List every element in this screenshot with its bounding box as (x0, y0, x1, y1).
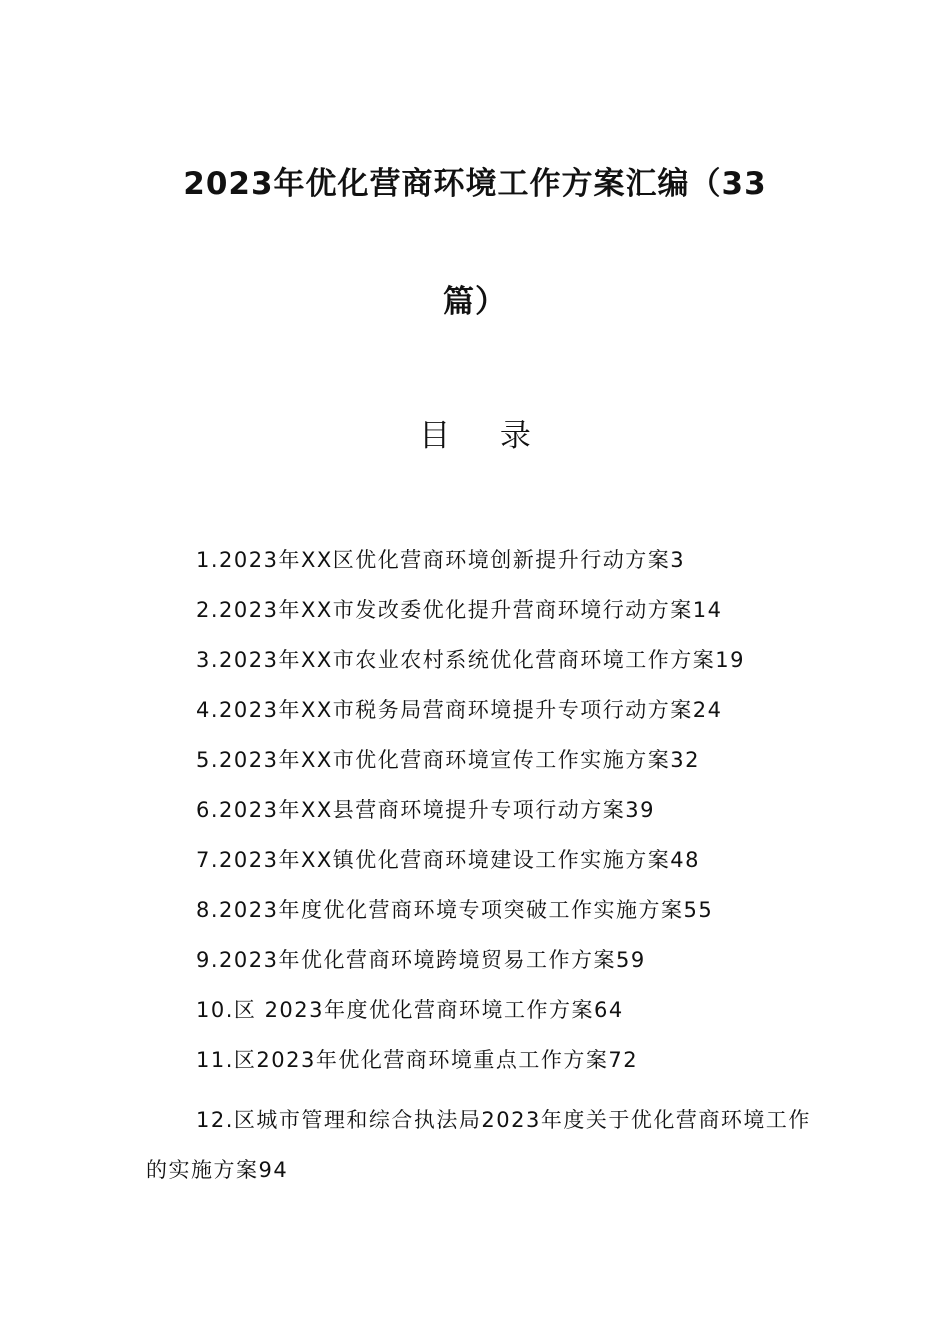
toc-item-12[interactable]: 12.区城市管理和综合执法局2023年度关于优化营商环境工作的实施方案94 (146, 1108, 811, 1182)
toc-item-6[interactable]: 6.2023年XX县营商环境提升专项行动方案39 (196, 798, 655, 822)
toc-item-10[interactable]: 10.区 2023年度优化营商环境工作方案64 (196, 998, 624, 1022)
toc-item-8[interactable]: 8.2023年度优化营商环境专项突破工作实施方案55 (196, 898, 714, 922)
toc-item-3[interactable]: 3.2023年XX市农业农村系统优化营商环境工作方案19 (196, 648, 745, 672)
toc-item-9[interactable]: 9.2023年优化营商环境跨境贸易工作方案59 (196, 948, 646, 972)
toc-item-2[interactable]: 2.2023年XX市发改委优化提升营商环境行动方案14 (196, 598, 723, 622)
toc-item-4[interactable]: 4.2023年XX市税务局营商环境提升专项行动方案24 (196, 698, 723, 722)
document-title-line-1: 2023年优化营商环境工作方案汇编（33 (183, 166, 767, 202)
toc-heading: 目 录 (419, 418, 551, 454)
toc-item-7[interactable]: 7.2023年XX镇优化营商环境建设工作实施方案48 (196, 848, 700, 872)
toc-item-1[interactable]: 1.2023年XX区优化营商环境创新提升行动方案3 (196, 548, 686, 572)
table-of-contents (146, 545, 816, 1195)
toc-item-5[interactable]: 5.2023年XX市优化营商环境宣传工作实施方案32 (196, 748, 700, 772)
toc-item-11[interactable]: 11.区2023年优化营商环境重点工作方案72 (196, 1048, 639, 1072)
document-title-line-2: 篇） (443, 284, 507, 320)
